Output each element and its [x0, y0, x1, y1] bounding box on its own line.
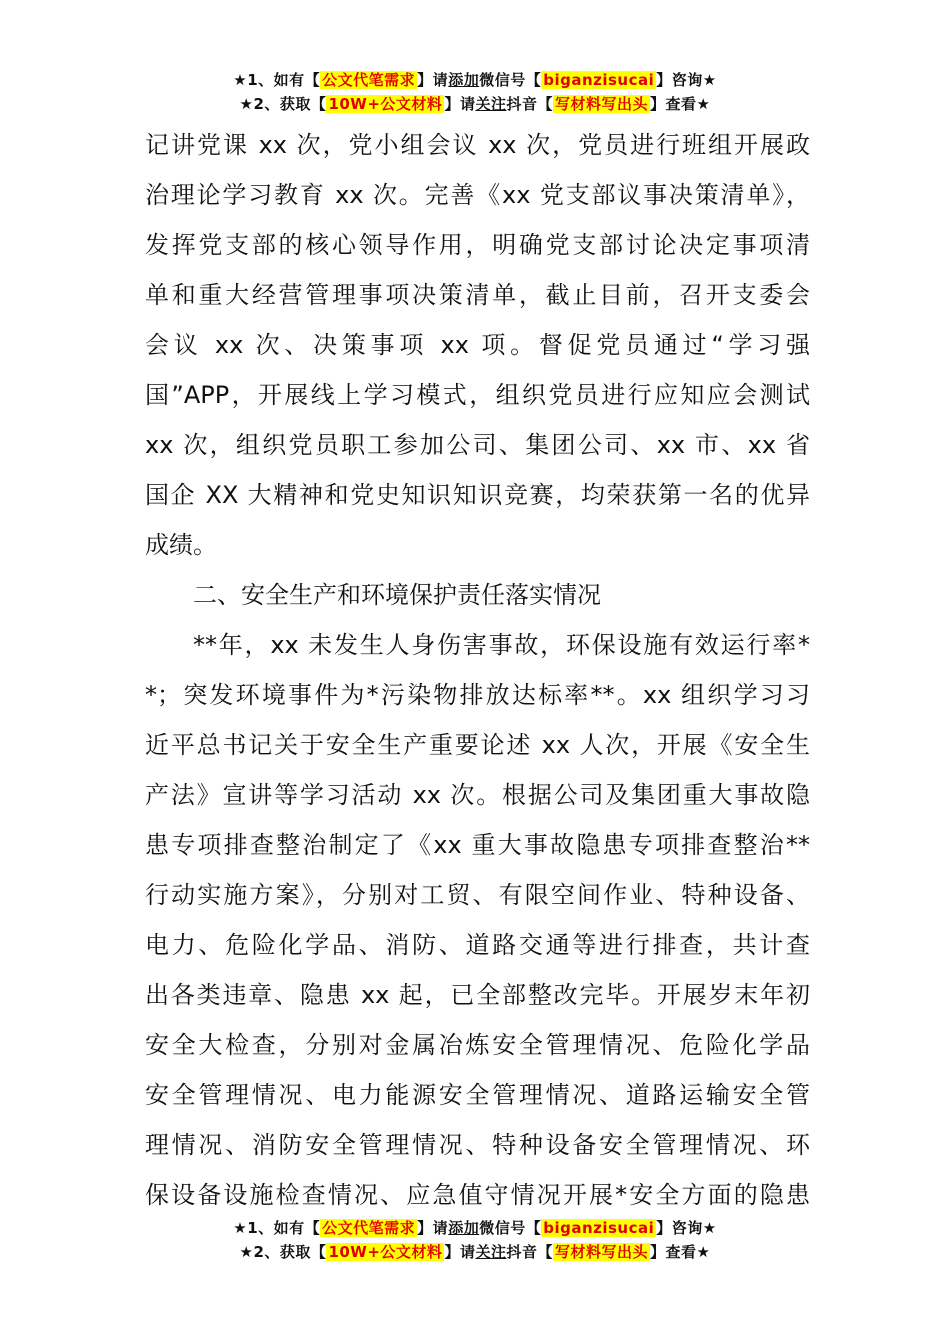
document-body: [145, 120, 810, 1220]
banner-highlight: biganzisucai: [543, 1219, 655, 1237]
text-line: 治理论学习教育 xx 次。完善《xx 党支部议事决策清单》，: [145, 181, 810, 209]
text-line: 保设备设施检查情况、应急值守情况开展*安全方面的隐患: [145, 1181, 810, 1209]
banner-highlight: 公文代笔需求: [322, 1219, 416, 1237]
text-line: 国企 XX 大精神和党史知识知识竞赛，均荣获第一名的优异: [145, 481, 810, 509]
text-line: *；突发环境事件为*污染物排放达标率**。xx 组织学习习: [145, 681, 810, 709]
text-line: 成绩。: [145, 531, 217, 559]
header-banner: [0, 68, 950, 116]
text-line: **年，xx 未发生人身伤害事故，环保设施有效运行率*: [193, 631, 810, 659]
text-line: 记讲党课 xx 次，党小组会议 xx 次，党员进行班组开展政: [145, 131, 810, 159]
banner-highlight: 写材料写出头: [554, 1243, 648, 1261]
text-line: 安全管理情况、电力能源安全管理情况、道路运输安全管: [145, 1081, 810, 1109]
banner-line-2: ★2、获取【 10W+公文材料 】请关注抖音【 写材料写出头 】查看★: [239, 95, 711, 113]
banner-line-1: ★1、如有【 公文代笔需求 】请添加微信号【 biganzisucai 】咨询★: [233, 71, 717, 89]
text-line: xx 次，组织党员职工参加公司、集团公司、xx 市、xx 省: [145, 431, 810, 459]
text-line: 出各类违章、隐患 xx 起，已全部整改完毕。开展岁末年初: [145, 981, 810, 1009]
banner-highlight: 10W+公文材料: [328, 1243, 443, 1261]
text-line: 单和重大经营管理事项决策清单，截止目前，召开支委会: [145, 281, 810, 309]
banner-highlight: biganzisucai: [543, 71, 655, 89]
banner-highlight: 公文代笔需求: [322, 71, 416, 89]
text-line: 发挥党支部的核心领导作用，明确党支部讨论决定事项清: [145, 231, 810, 259]
text-line: 患专项排查整治制定了《xx 重大事故隐患专项排查整治**: [145, 831, 810, 859]
text-line: 产法》宣讲等学习活动 xx 次。根据公司及集团重大事故隐: [145, 781, 810, 809]
banner-line-1: ★1、如有【 公文代笔需求 】请添加微信号【 biganzisucai 】咨询★: [233, 1219, 717, 1237]
text-line: 电力、危险化学品、消防、道路交通等进行排查，共计查: [145, 931, 810, 959]
banner-highlight: 写材料写出头: [554, 95, 648, 113]
text-line: 国”APP，开展线上学习模式，组织党员进行应知应会测试: [145, 381, 810, 409]
text-line: 安全大检查，分别对金属冶炼安全管理情况、危险化学品: [145, 1031, 810, 1059]
text-line: 近平总书记关于安全生产重要论述 xx 人次，开展《安全生: [145, 731, 810, 759]
text-line: 行动实施方案》，分别对工贸、有限空间作业、特种设备、: [145, 881, 810, 909]
banner-line-2: ★2、获取【 10W+公文材料 】请关注抖音【 写材料写出头 】查看★: [239, 1243, 711, 1261]
text-line: 理情况、消防安全管理情况、特种设备安全管理情况、环: [145, 1131, 810, 1159]
footer-banner: [0, 1216, 950, 1264]
text-line: 会议 xx 次、决策事项 xx 项。督促党员通过“学习强: [145, 331, 810, 359]
section-heading: 二、安全生产和环境保护责任落实情况: [193, 581, 601, 609]
banner-highlight: 10W+公文材料: [328, 95, 443, 113]
